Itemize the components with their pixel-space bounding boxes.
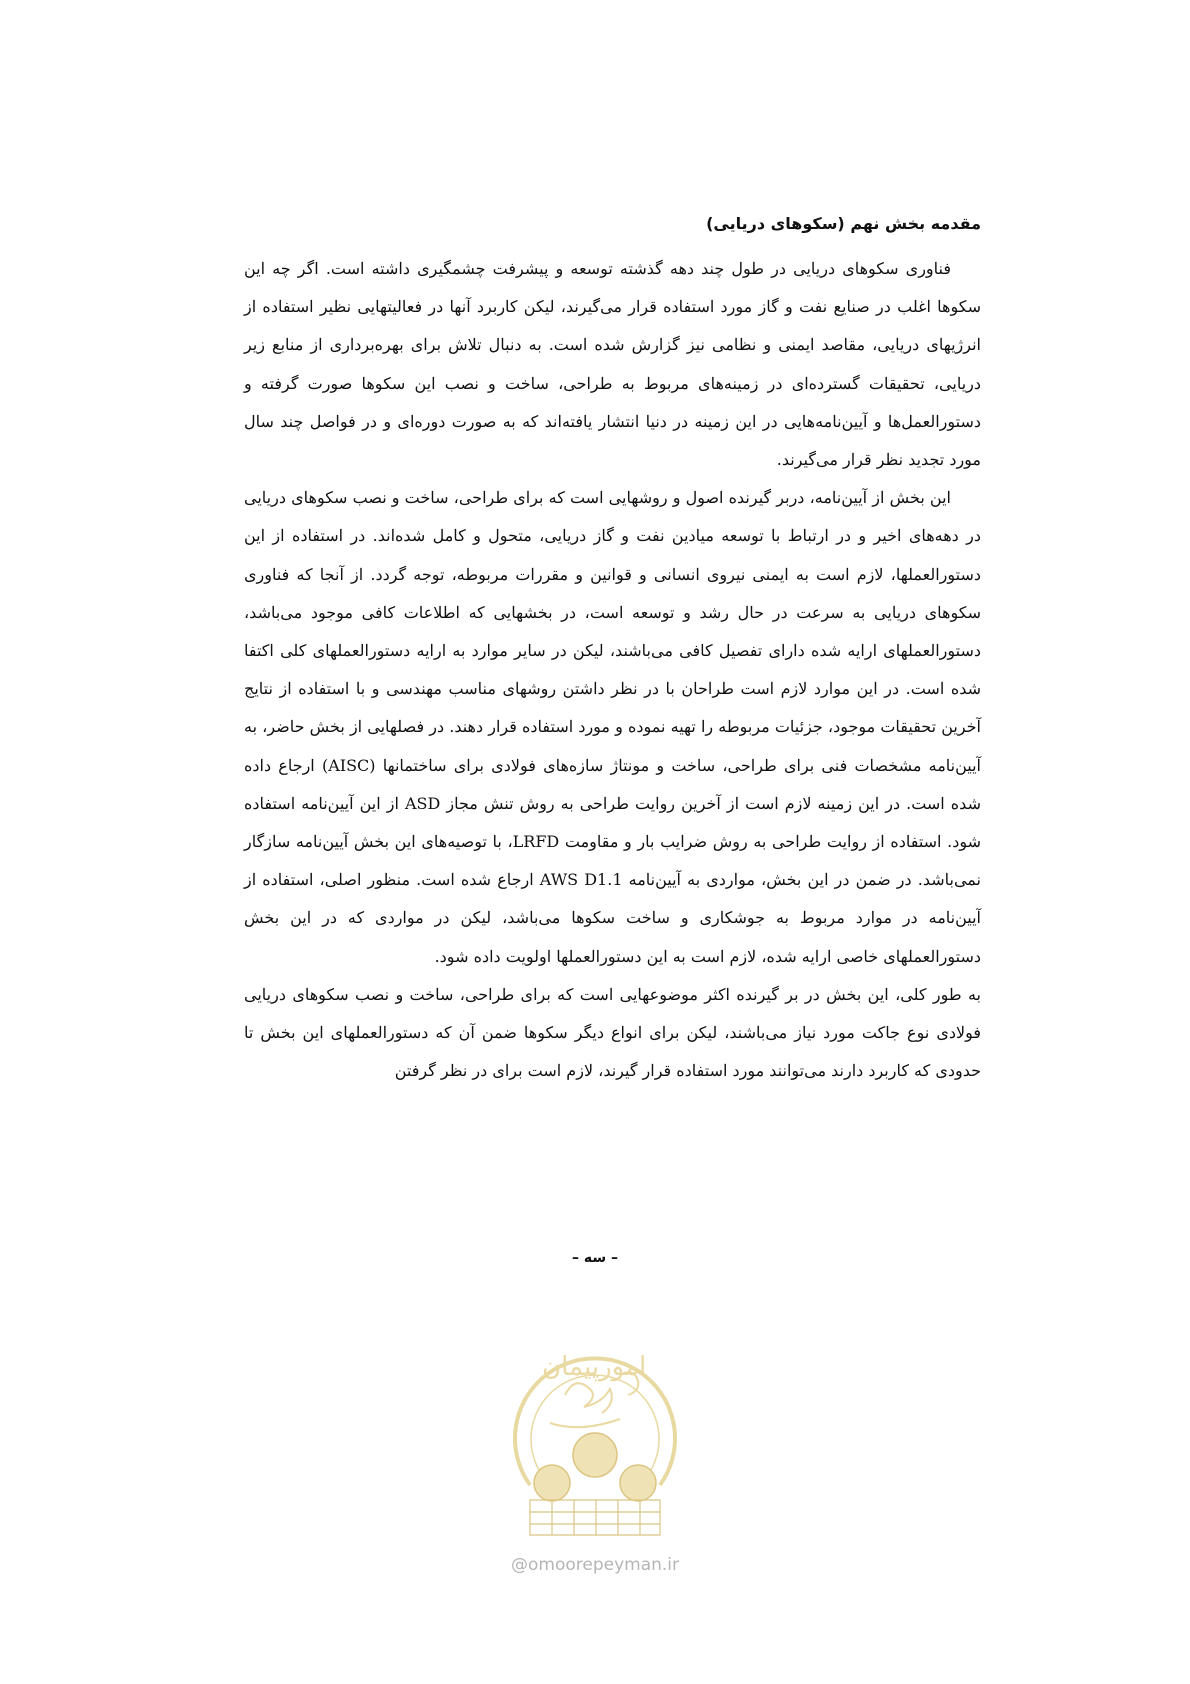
- paragraph-3: به طور کلی، این بخش در بر گیرنده اکثر موضوعهایی است که برای طراحی، ساخت و نصب سکوهای دریایی فولادی نوع جاکت مورد نیاز می‌باشند، لیکن برای انواع دیگر سکوها ضمن آن که دستورالعملهای این بخش تا حدودی که کاربرد دارند می‌توانند مورد استفاده قرار گیرند، لازم است برای در نظر گرفتن: [244, 984, 981, 1081]
- at-icon: @: [510, 1555, 528, 1575]
- section-title: مقدمه بخش نهم (سکوهای دریایی): [706, 214, 981, 233]
- page-number: – سه –: [571, 1250, 618, 1266]
- watermark-url-text: omoorepeyman.ir: [527, 1555, 680, 1575]
- paragraph-2: این بخش از آیین‌نامه، دربر گیرنده اصول و روشهایی است که برای طراحی، ساخت و نصب سکوهای دریایی در دهه‌های اخیر و در ارتباط با توسعه میادین نفت و گاز دریایی، متحول و کامل شده‌اند. در استفاده از این دستورالعملها، لازم است به ایمنی نیروی انسانی و قوانین و مقررات مربوطه، توجه گردد. از آنجا که فناوری سکوهای دریایی به سرعت در حال رشد و توسعه است، در بخشهایی که اطلاعات کافی موجود می‌باشد، دستورالعملهای ارایه شده دارای تفصیل کافی می‌باشند، لیکن در سایر موارد به ارایه دستورالعملهای کلی اکتفا شده است. در این موارد لازم است طراحان با در نظر داشتن روشهای مناسب مهندسی و با استفاده از نتایج آخرین تحقیقات موجود، جزئیات مربوطه را تهیه نموده و مورد استفاده قرار دهند. در فصلهایی از بخش حاضر، به آیین‌نامه مشخصات فنی برای طراحی، ساخت و مونتاژ سازه‌های فولادی برای ساختمانها (AISC) ارجاع داده شده است. در این زمینه لازم است از آخرین روایت طراحی به روش تنش مجاز ASD از این آیین‌نامه استفاده شود. استفاده از روایت طراحی به روش ضرایب بار و مقاومت LRFD، با توصیه‌های این بخش آیین‌نامه سازگار نمی‌باشد. در ضمن در این بخش، مواردی به آیین‌نامه AWS D1.1 ارجاع شده است. منظور اصلی، استفاده از آیین‌نامه در موارد مربوط به جوشکاری و ساخت سکوها می‌باشد، لیکن در مواردی که در این بخش دستورالعملهای خاصی ارایه شده، لازم است به این دستورالعملها اولویت داده شود.: [244, 488, 982, 966]
- page-content: [244, 212, 981, 1090]
- watermark-url: [0, 1555, 1190, 1575]
- watermark-logo: [490, 1335, 700, 1545]
- paragraph-1: فناوری سکوهای دریایی در طول چند دهه گذشته توسعه و پیشرفت چشمگیری داشته است. اگر چه این سکوها اغلب در صنایع نفت و گاز مورد استفاده قرار می‌گیرند، لیکن کاربرد آنها در فعالیتهایی نظیر استفاده از انرژیهای دریایی، مقاصد ایمنی و نظامی نیز گزارش شده است. به دنبال تلاش برای بهره‌برداری از منابع زیر دریایی، تحقیقات گسترده‌ای در زمینه‌های مربوط به طراحی، ساخت و نصب این سکوها صورت گرفته و دستورالعمل‌ها و آیین‌نامه‌هایی در این زمینه در دنیا انتشار یافته‌اند که به صورت دوره‌ای و در فواصل چند سال مورد تجدید نظر قرار می‌گیرند.: [244, 259, 982, 470]
- watermark-logo-text: امورپیمان: [542, 1352, 647, 1382]
